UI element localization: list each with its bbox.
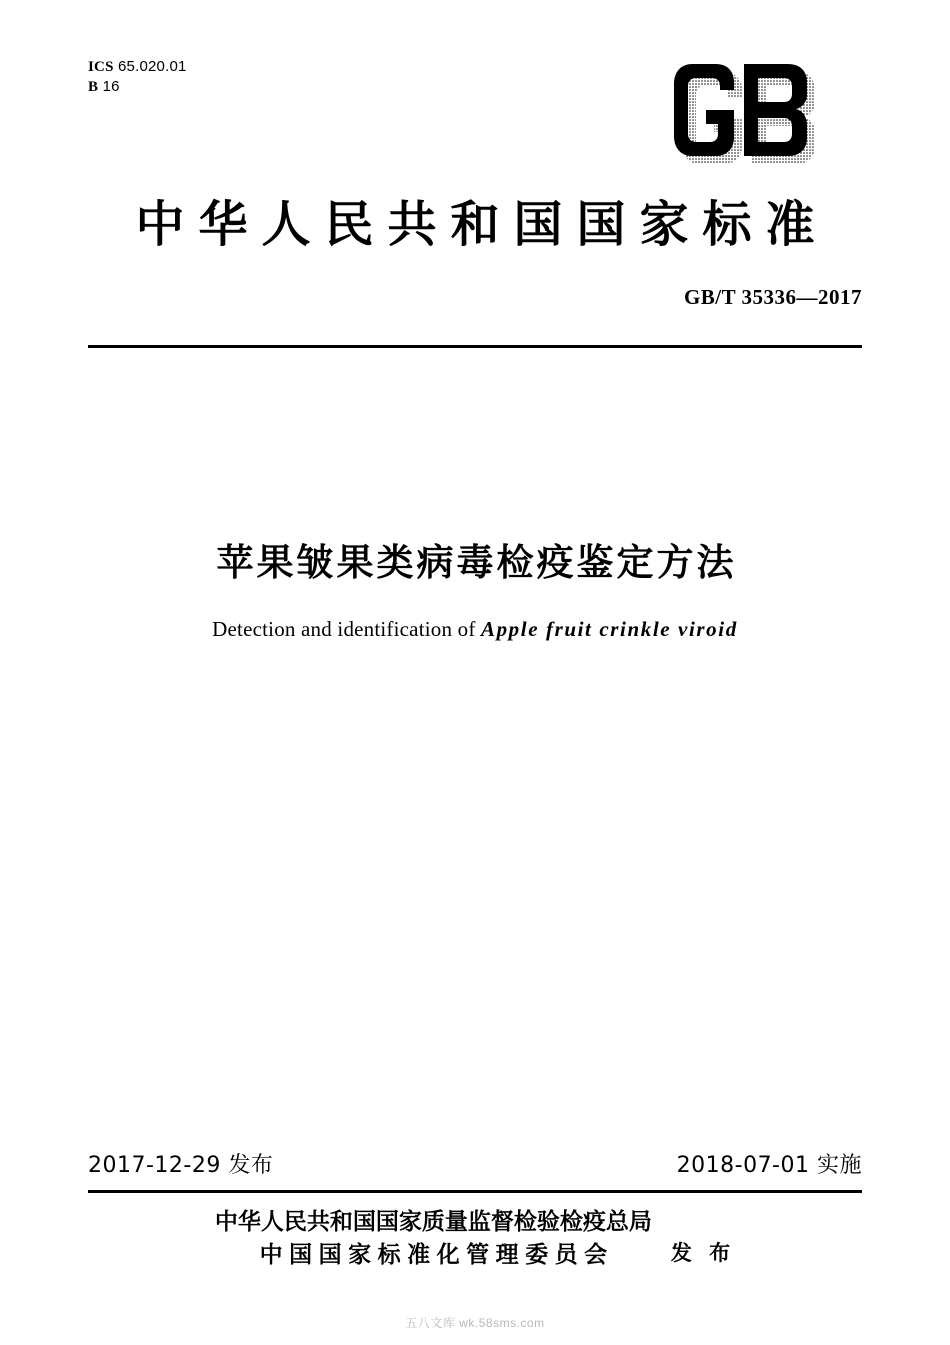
document-title-chinese: 苹果皱果类病毒检疫鉴定方法 xyxy=(216,541,737,584)
ics-label: ICS xyxy=(88,59,114,75)
watermark-text: 五八文库 wk.58sms.com xyxy=(405,1316,545,1330)
gb-emblem-icon xyxy=(672,60,862,170)
ics-classification-block xyxy=(88,57,187,98)
standard-number: GB/T 35336—2017 xyxy=(683,285,862,309)
issuer-names xyxy=(215,1206,652,1271)
header-divider xyxy=(88,345,862,348)
classification-line xyxy=(88,77,187,97)
document-title-english xyxy=(0,617,950,642)
effective-date: 2018-07-01 实施 xyxy=(676,1153,862,1178)
ics-value: 65.020.01 xyxy=(118,58,187,75)
footer-divider xyxy=(88,1190,862,1193)
issuer-organization-secondary: 中国国家标准化管理委员会 xyxy=(259,1241,614,1268)
classification-value: 16 xyxy=(102,78,120,96)
issuer-publish-label: 发 布 xyxy=(670,1241,736,1266)
title-english-scientific-name: Apple fruit crinkle viroid xyxy=(480,617,738,641)
title-english-prefix: Detection and identification of xyxy=(212,617,481,641)
classification-label: B xyxy=(88,79,99,96)
issuer-organization-primary: 中华人民共和国国家质量监督检验检疫总局 xyxy=(214,1209,652,1235)
issuer-block xyxy=(0,1206,950,1271)
national-standard-heading: 中华人民共和国国家标准 xyxy=(135,196,829,253)
ics-line xyxy=(88,57,187,77)
issue-date: 2017-12-29 发布 xyxy=(88,1153,274,1178)
